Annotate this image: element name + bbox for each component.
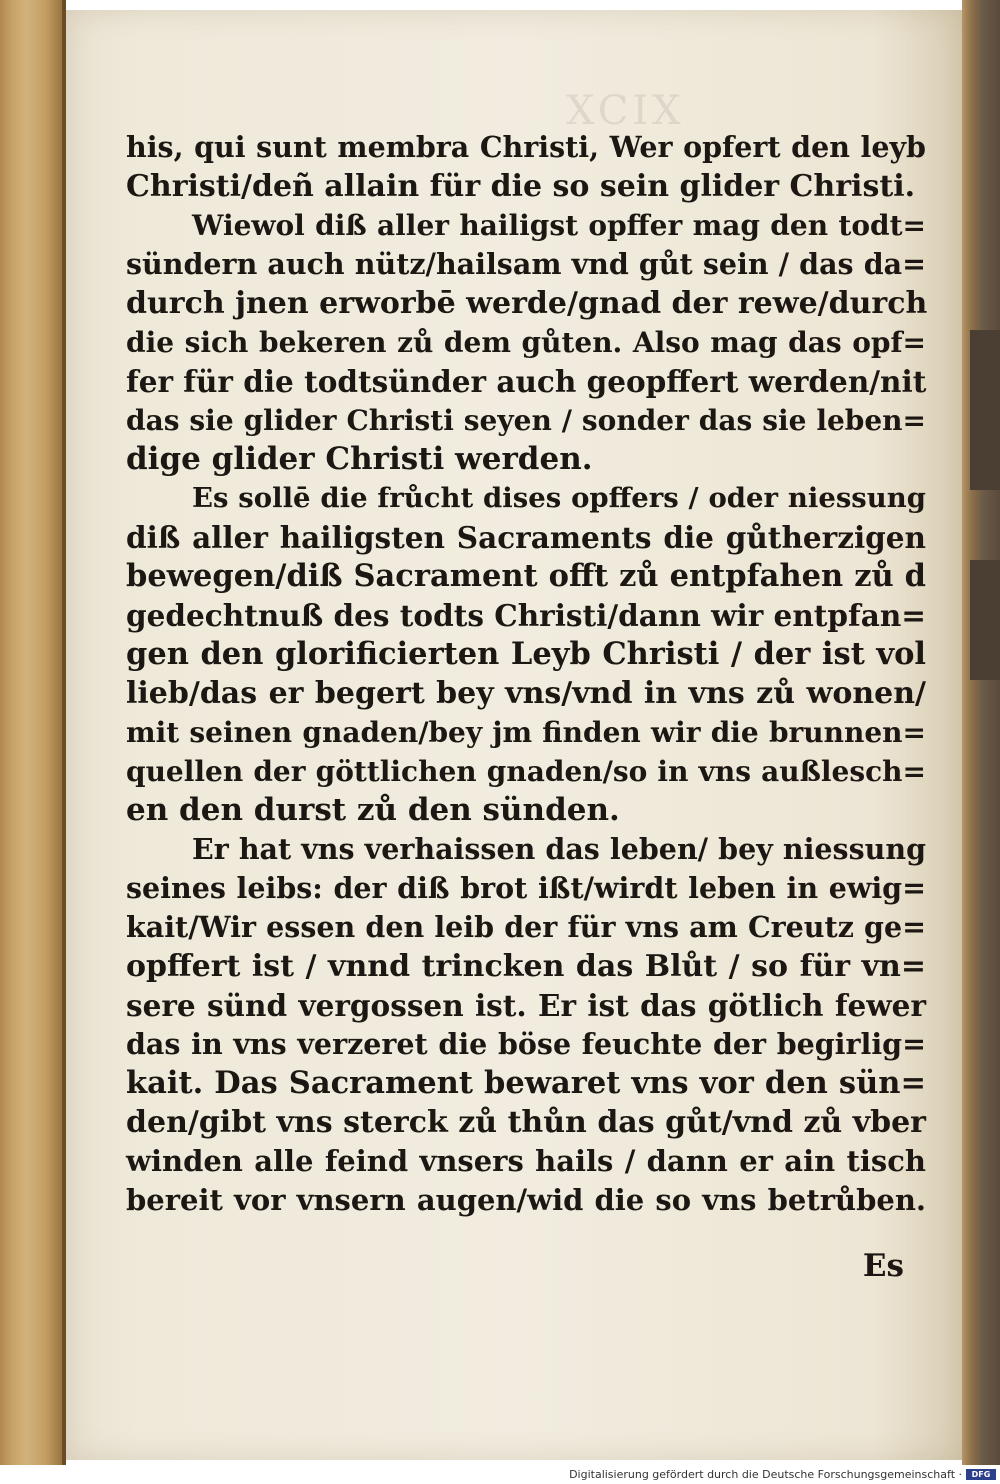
dfg-logo-icon: DFG [966,1469,996,1480]
text-line: winden alle feind vnsers hails / dann er ain tisch [126,1144,926,1178]
text-line: bereit vor vnsern augen/wid die so vns betrůben. [126,1183,926,1217]
book-binding [962,0,1000,1465]
text-line: mit seinen gnaden/bey jm finden wir die brunnen= [126,716,926,749]
text-line: gedechtnuß des todts Christi/dann wir entpfan= [126,598,926,633]
text-line: fer für die todtsünder auch geopffert werden/nit [126,364,927,399]
text-line: seines leibs: der diß brot ißt/wirdt leben in ewig= [126,871,926,905]
text-line: den/gibt vns sterck zů thůn das gůt/vnd zů vber [126,1105,926,1140]
folio-bleed-through: XCIX [566,88,685,134]
text-line: his, qui sunt membra Christi, Wer opfert den leyb [126,130,926,164]
text-line: Es sollē die frůcht dises opffers / oder niessung [192,482,926,514]
text-line: en den durst zů den sünden. [126,792,620,828]
text-line: sündern auch nütz/hailsam vnd gůt sein / das da= [126,247,926,281]
dfg-credit: Digitalisierung gefördert durch die Deutsche Forschungsgemeinschaft · [569,1468,962,1481]
text-line: das sie glider Christi seyen / sonder das sie leben= [126,404,926,437]
text-line: kait/Wir essen den leib der für vns am Creutz ge= [126,910,926,944]
book-left-edge [0,0,66,1465]
text-line: das in vns verzeret die böse feuchte der begirlig= [126,1027,926,1061]
text-line: Christi/deñ allain für die so sein glider Christi. [126,169,916,204]
text-line: opffert ist / vnnd trincken das Blůt / so für vn= [126,949,926,984]
text-line: sere sünd vergossen ist. Er ist das götlich fewer [126,988,926,1023]
catchword: Es [862,1248,904,1284]
text-line: gen den glorificierten Leyb Christi / der ist vol [126,636,926,672]
text-line: kait. Das Sacrament bewaret vns vor den sün= [126,1065,926,1101]
text-line: dige glider Christi werden. [126,441,593,477]
text-line: die sich bekeren zů dem gůten. Also mag das opf= [126,326,926,359]
body-text [126,128,926,1220]
text-line: Wiewol diß aller hailigst opffer mag den todt= [192,209,926,242]
text-line: diß aller hailigsten Sacraments die gůtherzigen [126,520,926,555]
text-line: lieb/das er begert bey vns/vnd in vns zů wonen/ [126,676,926,711]
text-line: durch jnen erworbē werde/gnad der rewe/durch [126,286,928,321]
text-line: quellen der göttlichen gnaden/so in vns außlesch= [126,755,926,788]
text-line: bewegen/diß Sacrament offt zů entpfahen zů d [126,558,926,594]
digitization-footer [0,1465,1000,1484]
text-line: Er hat vns verhaissen das leben/ bey niessung [192,832,926,866]
